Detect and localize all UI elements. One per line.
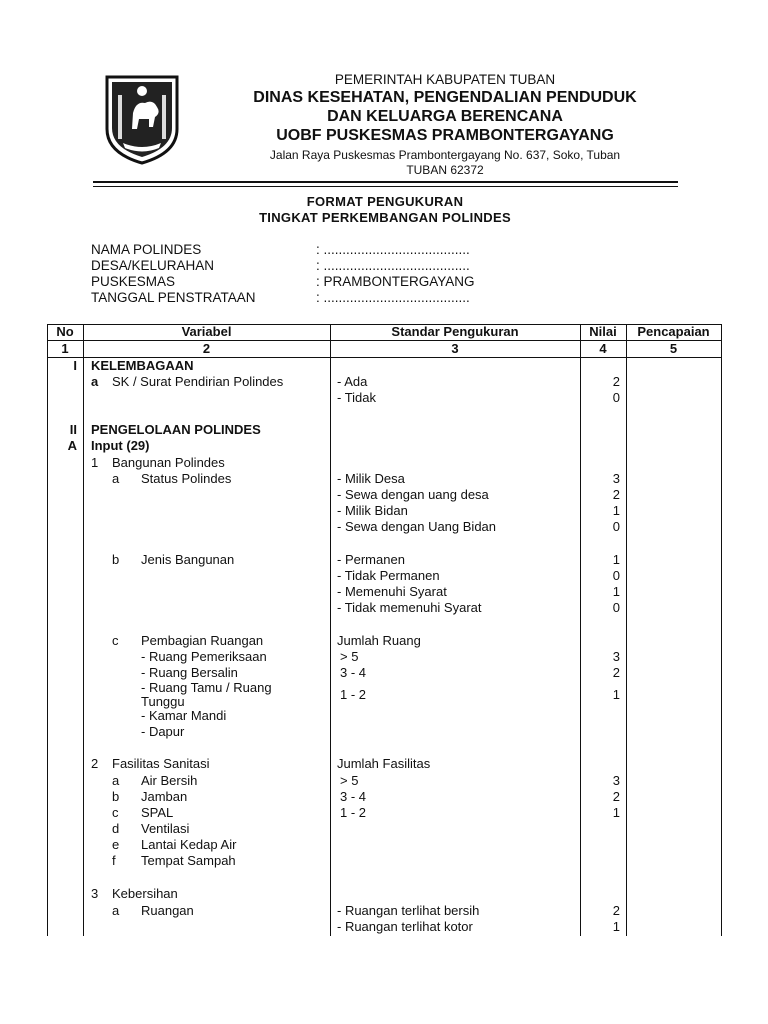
column-divider bbox=[83, 324, 84, 936]
item-marker: a bbox=[91, 374, 99, 389]
section-number: II bbox=[69, 422, 77, 437]
item-sub-marker: c bbox=[112, 805, 119, 820]
table-standard: - Ruangan terlihat kotor bbox=[337, 919, 473, 934]
table-standard: > 5 bbox=[340, 773, 359, 788]
section-title: KELEMBAGAAN bbox=[91, 358, 194, 373]
table-value: 0 bbox=[612, 600, 620, 615]
government-name: PEMERINTAH KABUPATEN TUBAN bbox=[334, 72, 556, 87]
column-divider bbox=[580, 324, 581, 936]
column-number: 3 bbox=[451, 341, 459, 356]
table-value: 2 bbox=[612, 789, 620, 804]
table-item: Status Polindes bbox=[141, 471, 232, 486]
table-standard: - Permanen bbox=[337, 552, 405, 567]
item-sub-marker: b bbox=[112, 789, 120, 804]
table-value: 0 bbox=[612, 390, 620, 405]
agency-name-line1: DINAS KESEHATAN, PENGENDALIAN PENDUDUK bbox=[253, 89, 637, 106]
table-item: Pembagian Ruangan bbox=[141, 633, 264, 648]
table-item: - Dapur bbox=[141, 724, 185, 739]
column-number: 4 bbox=[599, 341, 607, 356]
table-standard: Jumlah Fasilitas bbox=[337, 756, 431, 771]
table-item: Bangunan Polindes bbox=[112, 455, 225, 470]
table-value: 1 bbox=[612, 919, 620, 934]
table-item: SK / Surat Pendirian Polindes bbox=[112, 374, 284, 389]
table-item: Ruangan bbox=[141, 903, 194, 918]
field-value-puskesmas: : PRAMBONTERGAYANG bbox=[316, 274, 475, 289]
table-value: 2 bbox=[612, 665, 620, 680]
letterhead-divider-thin bbox=[93, 186, 678, 187]
field-label-tanggal: TANGGAL PENSTRATAAN bbox=[91, 290, 256, 305]
table-item: Fasilitas Sanitasi bbox=[112, 756, 210, 771]
table-standard: - Milik Desa bbox=[337, 471, 405, 486]
field-value-tanggal: : ....................................... bbox=[316, 290, 470, 305]
header-no: No bbox=[56, 324, 74, 339]
table-value: 1 bbox=[612, 805, 620, 820]
item-sub-marker: a bbox=[112, 471, 120, 486]
subsection-title: Input (29) bbox=[91, 438, 150, 453]
address-line2: TUBAN 62372 bbox=[406, 163, 484, 177]
item-sub-marker: a bbox=[112, 903, 120, 918]
table-value: 3 bbox=[612, 649, 620, 664]
item-marker: 3 bbox=[91, 886, 99, 901]
section-number: I bbox=[73, 358, 77, 373]
item-marker: 2 bbox=[91, 756, 99, 771]
table-item-continuation: Tunggu bbox=[141, 694, 185, 709]
field-label-puskesmas: PUSKESMAS bbox=[91, 274, 176, 289]
table-value: 3 bbox=[612, 471, 620, 486]
table-value: 1 bbox=[612, 584, 620, 599]
measurement-table bbox=[47, 324, 722, 936]
column-divider bbox=[330, 324, 331, 936]
table-value: 1 bbox=[612, 552, 620, 567]
column-number: 2 bbox=[202, 341, 211, 356]
header-nilai: Nilai bbox=[589, 324, 617, 339]
table-value: 2 bbox=[612, 903, 620, 918]
item-sub-marker: d bbox=[112, 821, 120, 836]
section-title: PENGELOLAAN POLINDES bbox=[91, 422, 261, 437]
table-value: 2 bbox=[612, 374, 620, 389]
table-value: 0 bbox=[612, 519, 620, 534]
field-value-desa: : ....................................... bbox=[316, 258, 470, 273]
table-item: Ventilasi bbox=[141, 821, 190, 836]
header-variabel: Variabel bbox=[181, 324, 232, 339]
table-standard: - Ada bbox=[337, 374, 368, 389]
table-item: - Ruang Tamu / Ruang bbox=[141, 680, 272, 695]
table-standard: - Sewa dengan Uang Bidan bbox=[337, 519, 497, 534]
item-sub-marker: a bbox=[112, 773, 120, 788]
header-standar: Standar Pengukuran bbox=[391, 324, 519, 339]
table-standard: - Milik Bidan bbox=[337, 503, 408, 518]
item-sub-marker: e bbox=[112, 837, 120, 852]
table-value: 2 bbox=[612, 487, 620, 502]
item-sub-marker: b bbox=[112, 552, 120, 567]
tuban-regency-emblem bbox=[103, 73, 181, 166]
table-standard: 3 - 4 bbox=[340, 665, 367, 680]
address-line1: Jalan Raya Puskesmas Prambontergayang No. 637, Soko, Tuban bbox=[269, 148, 621, 162]
subsection-letter: A bbox=[67, 438, 77, 453]
table-value: 0 bbox=[612, 568, 620, 583]
item-sub-marker: c bbox=[112, 633, 119, 648]
table-item: Lantai Kedap Air bbox=[141, 837, 237, 852]
table-standard: - Sewa dengan uang desa bbox=[337, 487, 489, 502]
table-standard: - Memenuhi Syarat bbox=[337, 584, 447, 599]
table-left-border bbox=[47, 324, 48, 936]
item-marker: 1 bbox=[91, 455, 99, 470]
table-standard: - Tidak memenuhi Syarat bbox=[337, 600, 482, 615]
field-label-nama-polindes: NAMA POLINDES bbox=[91, 242, 202, 257]
table-standard: > 5 bbox=[340, 649, 359, 664]
table-item: Tempat Sampah bbox=[141, 853, 236, 868]
table-item: Air Bersih bbox=[141, 773, 198, 788]
field-value-nama-polindes: : ....................................... bbox=[316, 242, 470, 257]
table-right-border bbox=[721, 324, 722, 936]
table-standard: 3 - 4 bbox=[340, 789, 367, 804]
field-label-desa: DESA/KELURAHAN bbox=[91, 258, 215, 273]
table-item: Jenis Bangunan bbox=[141, 552, 235, 567]
column-number: 5 bbox=[669, 341, 678, 356]
header-pencapaian: Pencapaian bbox=[637, 324, 710, 339]
table-standard: 1 - 2 bbox=[340, 805, 367, 820]
column-divider bbox=[626, 324, 627, 936]
table-standard: 1 - 2 bbox=[340, 687, 367, 702]
table-value: 1 bbox=[612, 503, 620, 518]
agency-name-line2: DAN KELUARGA BERENCANA bbox=[327, 108, 563, 125]
table-value: 3 bbox=[612, 773, 620, 788]
table-header-border bbox=[47, 340, 722, 341]
table-item: - Ruang Bersalin bbox=[141, 665, 238, 680]
table-item: - Ruang Pemeriksaan bbox=[141, 649, 267, 664]
table-item: - Kamar Mandi bbox=[141, 708, 227, 723]
document-title-line2: TINGKAT PERKEMBANGAN POLINDES bbox=[259, 210, 511, 225]
column-number: 1 bbox=[61, 341, 69, 356]
document-title-line1: FORMAT PENGUKURAN bbox=[306, 194, 464, 209]
letterhead-divider-thick bbox=[93, 181, 678, 183]
table-standard: - Ruangan terlihat bersih bbox=[337, 903, 480, 918]
table-standard: - Tidak Permanen bbox=[337, 568, 440, 583]
agency-name-line3: UOBF PUSKESMAS PRAMBONTERGAYANG bbox=[276, 127, 614, 144]
table-item: Jamban bbox=[141, 789, 188, 804]
table-value: 1 bbox=[612, 687, 620, 702]
table-standard: - Tidak bbox=[337, 390, 377, 405]
table-item: SPAL bbox=[141, 805, 174, 820]
table-standard: Jumlah Ruang bbox=[337, 633, 421, 648]
table-item: Kebersihan bbox=[112, 886, 178, 901]
item-sub-marker: f bbox=[112, 853, 116, 868]
